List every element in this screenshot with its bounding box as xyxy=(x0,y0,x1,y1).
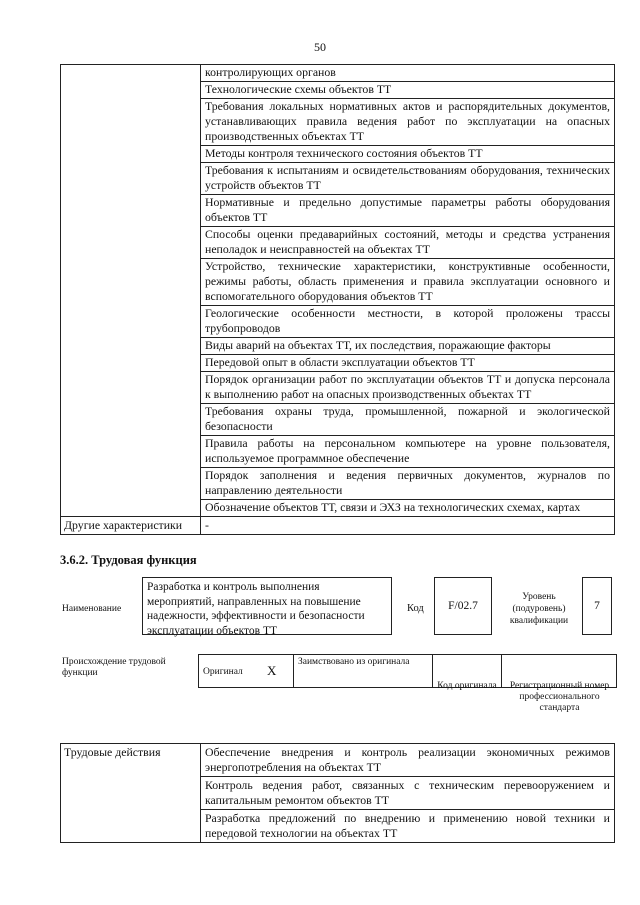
original-label: Оригинал xyxy=(203,667,243,677)
table-cell: Порядок организации работ по эксплуатации объектов ТТ и допуска персонала к выполнению работ на опасных производственных объектах ТТ xyxy=(201,372,615,404)
code-value: F/02.7 xyxy=(434,577,492,635)
page-number: 50 xyxy=(314,40,326,54)
table-cell: Требования локальных нормативных актов и распорядительных документов, устанавливающих правила ведения работ по эксплуатации на опасных производственных объектах ТТ xyxy=(201,99,615,146)
table-cell: Методы контроля технического состояния объектов ТТ xyxy=(201,146,615,163)
table-cell: Контроль ведения работ, связанных с техническим перевооружением и капитальным ремонтом объектов ТТ xyxy=(201,777,615,810)
section-title: 3.6.2. Трудовая функция xyxy=(60,553,197,567)
origin-block xyxy=(60,654,620,734)
origin-label: Происхождение трудовой функции xyxy=(62,657,166,678)
empty-label-cell xyxy=(61,65,201,517)
other-characteristics-value: - xyxy=(201,517,615,535)
table-row xyxy=(61,744,615,777)
table-cell: Требования охраны труда, промышленной, пожарной и экологической безопасности xyxy=(201,404,615,436)
table-cell: Требования к испытаниям и освидетельствованиям оборудования, технических устройств объектов ТТ xyxy=(201,163,615,195)
labor-function-header xyxy=(60,577,620,637)
original-box xyxy=(198,654,294,688)
table-row xyxy=(61,65,615,82)
name-label: Наименование xyxy=(62,604,122,614)
table-cell: Технологические схемы объектов ТТ xyxy=(201,82,615,99)
table-cell: Передовой опыт в области эксплуатации объектов ТТ xyxy=(201,355,615,372)
table-cell: Порядок заполнения и ведения первичных документов, журналов по направлению деятельности xyxy=(201,468,615,500)
other-characteristics-label: Другие характеристики xyxy=(61,517,201,535)
table-cell: Нормативные и предельно допустимые параметры работы оборудования объектов ТТ xyxy=(201,195,615,227)
table-cell: контролирующих органов xyxy=(201,65,615,82)
function-name-value: Разработка и контроль выполнения мероприятий, направленных на повышение надежности, эффективности и безопасности эксплуатации объектов ТТ xyxy=(142,577,392,635)
reg-number-label: Регистрационный номер профессионального стандарта xyxy=(509,681,610,713)
table-cell: Виды аварий на объектах ТТ, их последствия, поражающие факторы xyxy=(201,338,615,355)
table-cell: Геологические особенности местности, в которой проложены трассы трубопроводов xyxy=(201,306,615,338)
table-cell: Правила работы на персональном компьютере на уровне пользователя, используемое программное обеспечение xyxy=(201,436,615,468)
actions-label: Трудовые действия xyxy=(61,744,201,843)
code-label: Код xyxy=(407,603,424,614)
table-row xyxy=(61,517,615,535)
actions-table xyxy=(60,743,615,843)
level-label: Уровень (подуровень) квалификации xyxy=(509,592,569,626)
table-cell: Устройство, технические характеристики, конструктивные особенности, режимы работы, область применения и правила эксплуатации основного и вспомогательного оборудования объектов ТТ xyxy=(201,259,615,306)
table-cell: Обеспечение внедрения и контроль реализации экономичных режимов энергопотребления на объектах ТТ xyxy=(201,744,615,777)
borrowed-label: Заимствовано из оригинала xyxy=(293,654,433,688)
code-original-label: Код оригинала xyxy=(437,681,497,691)
table-cell: Обозначение объектов ТТ, связи и ЭХЗ на технологических схемах, картах xyxy=(201,500,615,517)
table-cell: Разработка предложений по внедрению и применению новой техники и передовой технологии на объектах ТТ xyxy=(201,810,615,843)
table-cell: Способы оценки предаварийных состояний, методы и средства устранения неполадок и неисправностей на объектах ТТ xyxy=(201,227,615,259)
knowledge-table xyxy=(60,64,615,535)
original-mark: X xyxy=(267,663,277,678)
level-value: 7 xyxy=(582,577,612,635)
